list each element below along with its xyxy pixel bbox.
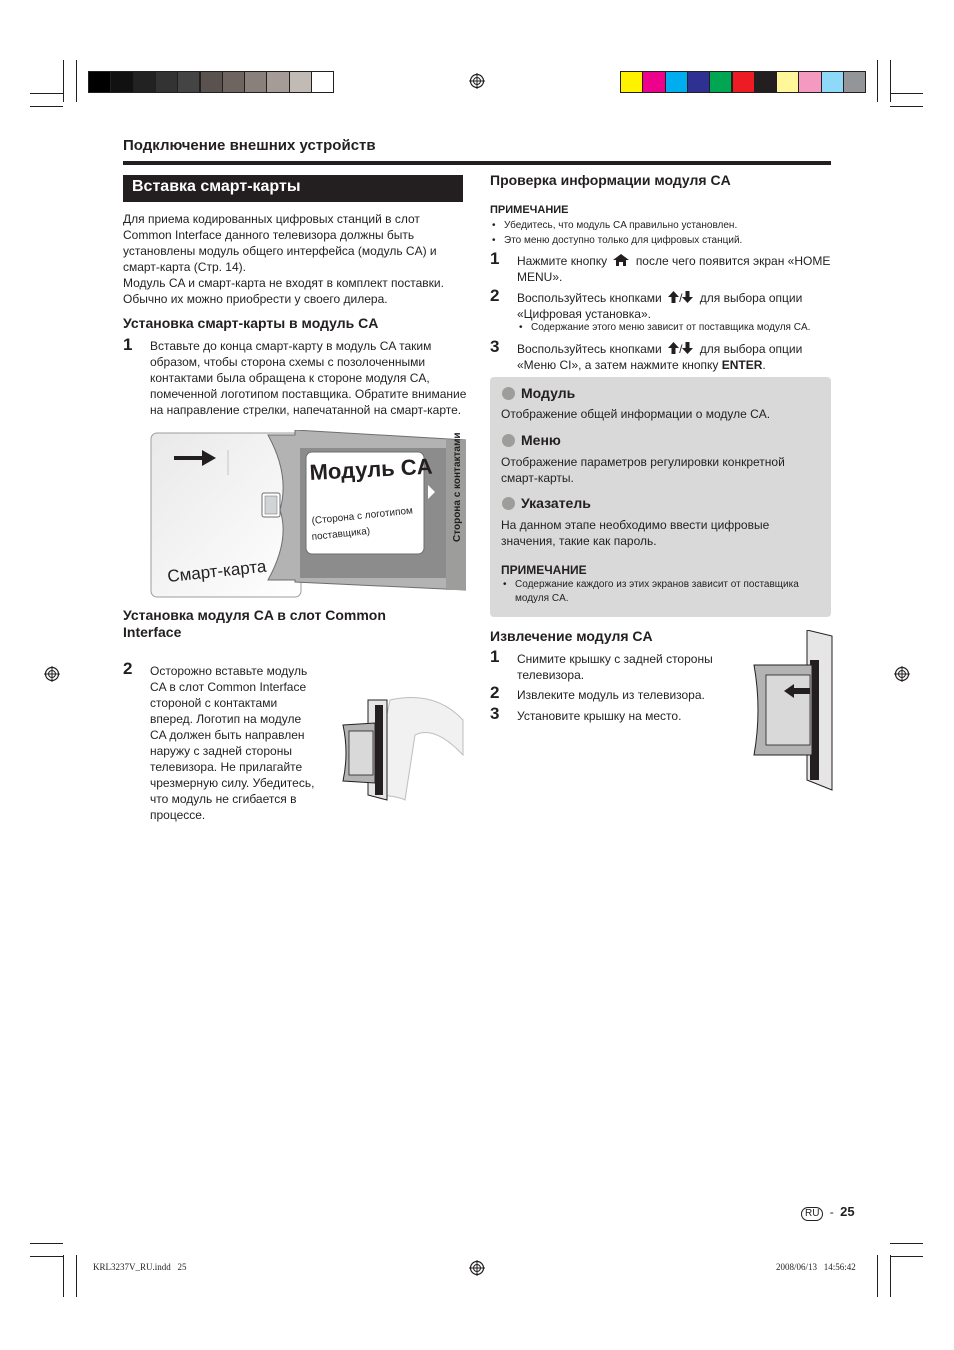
bullet-dot-icon xyxy=(502,387,515,400)
check-step1: Нажмите кнопку после чего появится экран «HOME MENU». xyxy=(517,254,831,284)
crop-mark xyxy=(877,60,878,102)
banner-title: Вставка смарт-карты xyxy=(132,178,301,195)
logo-side-label: поставщика) xyxy=(311,525,371,543)
step-number: 1 xyxy=(490,249,500,268)
arrow-up-icon xyxy=(668,342,679,354)
pointer-desc: На данном этапе необходимо ввести цифровые значения, такие как пароль. xyxy=(501,518,770,548)
color-swatch xyxy=(289,71,312,93)
smart-card-illustration xyxy=(150,430,466,600)
logo-side-label: (Сторона с логотипом xyxy=(311,505,414,527)
remove-step1: Снимите крышку с задней стороны телевизора. xyxy=(517,652,713,682)
color-swatch xyxy=(754,71,777,93)
crop-mark xyxy=(890,1256,923,1257)
banner xyxy=(123,175,463,202)
crop-mark xyxy=(30,1243,63,1244)
menu-desc: Отображение параметров регулировки конкретной смарт-карты. xyxy=(501,455,785,485)
color-swatch xyxy=(687,71,710,93)
crop-mark xyxy=(877,1255,878,1297)
crop-mark xyxy=(76,1255,77,1297)
crop-mark xyxy=(890,1255,891,1297)
bullet-dot-icon xyxy=(502,497,515,510)
pointer-heading: Указатель xyxy=(502,495,591,511)
intro-text: Для приема кодированных цифровых станций в слот Common Interface данного телевизора должны быть установлены модуль общего интерфейса (модуль CA) и смарт-карта (Стр. 14). Модуль CA и смарт-карта не входят в комплект поставки. Обычно их можно приобрести у своего дилера. xyxy=(123,212,444,306)
color-swatch xyxy=(843,71,866,93)
step-number: 2 xyxy=(490,286,500,305)
crop-mark xyxy=(30,106,63,107)
crop-mark xyxy=(30,93,63,94)
note-item: • Это меню доступно только для цифровых станций. xyxy=(504,234,742,248)
card-label: Смарт-карта xyxy=(166,556,268,586)
header-rule xyxy=(123,161,831,165)
arrow-down-icon xyxy=(682,342,693,354)
install-card-heading: Установка смарт-карты в модуль CA xyxy=(123,315,379,331)
color-swatch xyxy=(709,71,732,93)
note-item: • Содержание каждого из этих экранов зависит от поставщика модуля CA. xyxy=(515,578,825,606)
color-swatch xyxy=(88,71,111,93)
contacts-side-label: Сторона с контактами xyxy=(452,432,463,542)
color-swatch xyxy=(821,71,844,93)
crop-mark xyxy=(63,1255,64,1297)
color-swatch xyxy=(244,71,267,93)
note-label: ПРИМЕЧАНИЕ xyxy=(490,204,569,216)
step-number: 1 xyxy=(490,647,500,666)
registration-mark-icon xyxy=(44,666,60,682)
arrow-up-icon xyxy=(668,291,679,303)
module-label: Модуль CA xyxy=(308,453,434,485)
color-swatch xyxy=(732,71,755,93)
color-swatch xyxy=(222,71,245,93)
module-desc: Отображение общей информации о модуле CA. xyxy=(501,407,771,421)
module-remove-illustration xyxy=(752,630,834,792)
file-info: KRL3237V_RU.indd 25 xyxy=(93,1262,187,1272)
registration-mark-icon xyxy=(469,1260,485,1276)
page-number: RU - 25 xyxy=(801,1204,855,1221)
color-swatch xyxy=(665,71,688,93)
color-swatch xyxy=(311,71,334,93)
step-number: 3 xyxy=(490,704,500,723)
crop-mark xyxy=(890,1243,923,1244)
section-heading: Подключение внешних устройств xyxy=(123,137,376,154)
note-item: • Содержание этого меню зависит от поставщика модуля CA. xyxy=(531,321,810,335)
crop-mark xyxy=(890,106,923,107)
check-step2: Воспользуйтесь кнопками / для выбора опции «Цифровая установка». xyxy=(517,291,803,321)
step-number: 2 xyxy=(490,683,500,702)
color-swatch xyxy=(798,71,821,93)
note-label: ПРИМЕЧАНИЕ xyxy=(501,563,587,577)
color-swatch xyxy=(133,71,156,93)
module-insert-illustration xyxy=(335,695,465,805)
remove-heading: Извлечение модуля CA xyxy=(490,628,653,644)
color-swatch xyxy=(155,71,178,93)
step1-text: Вставьте до конца смарт-карту в модуль CA таким образом, чтобы сторона схемы с позолоченными контактами была обращена к стороне модуля CA, помеченной логотипом поставщика. Обратите внимание на направление стрелки, напечатанной на смарт-карте. xyxy=(150,339,467,417)
timestamp: 2008/06/13 14:56:42 xyxy=(776,1262,856,1272)
info-box xyxy=(490,377,831,617)
module-heading: Модуль xyxy=(502,385,575,401)
color-swatch xyxy=(177,71,200,93)
install-module-heading: Установка модуля CA в слот Common Interface xyxy=(123,607,386,640)
home-icon xyxy=(613,254,629,267)
crop-mark xyxy=(890,60,891,102)
color-swatch xyxy=(642,71,665,93)
color-swatch xyxy=(776,71,799,93)
step-number: 1 xyxy=(123,335,133,354)
registration-mark-icon xyxy=(894,666,910,682)
color-swatch xyxy=(620,71,643,93)
step2-text: Осторожно вставьте модуль CA в слот Common Interface стороной с контактами вперед. Логотип на модуле CA должен быть направлен наружу с задней стороны телевизора. Не прилагайте чрезмерную силу. Убедитесь, что модуль не сгибается в процессе. xyxy=(150,664,315,822)
check-step3: Воспользуйтесь кнопками / для выбора опции «Меню CI», а затем нажмите кнопку ENTER. xyxy=(517,342,803,372)
crop-mark xyxy=(76,60,77,102)
crop-mark xyxy=(63,60,64,102)
menu-heading: Меню xyxy=(502,432,561,448)
step-number: 2 xyxy=(123,659,133,678)
lang-badge: RU xyxy=(801,1207,823,1221)
step-number: 3 xyxy=(490,337,500,356)
arrow-down-icon xyxy=(682,291,693,303)
color-swatch xyxy=(200,71,223,93)
crop-mark xyxy=(30,1256,63,1257)
remove-step3: Установите крышку на место. xyxy=(517,709,682,723)
color-swatch xyxy=(110,71,133,93)
note-item: • Убедитесь, что модуль CA правильно установлен. xyxy=(504,219,737,233)
check-heading: Проверка информации модуля CA xyxy=(490,172,731,188)
crop-mark xyxy=(890,93,923,94)
bullet-dot-icon xyxy=(502,434,515,447)
registration-mark-icon xyxy=(469,73,485,89)
color-swatch xyxy=(266,71,289,93)
remove-step2: Извлеките модуль из телевизора. xyxy=(517,688,705,702)
